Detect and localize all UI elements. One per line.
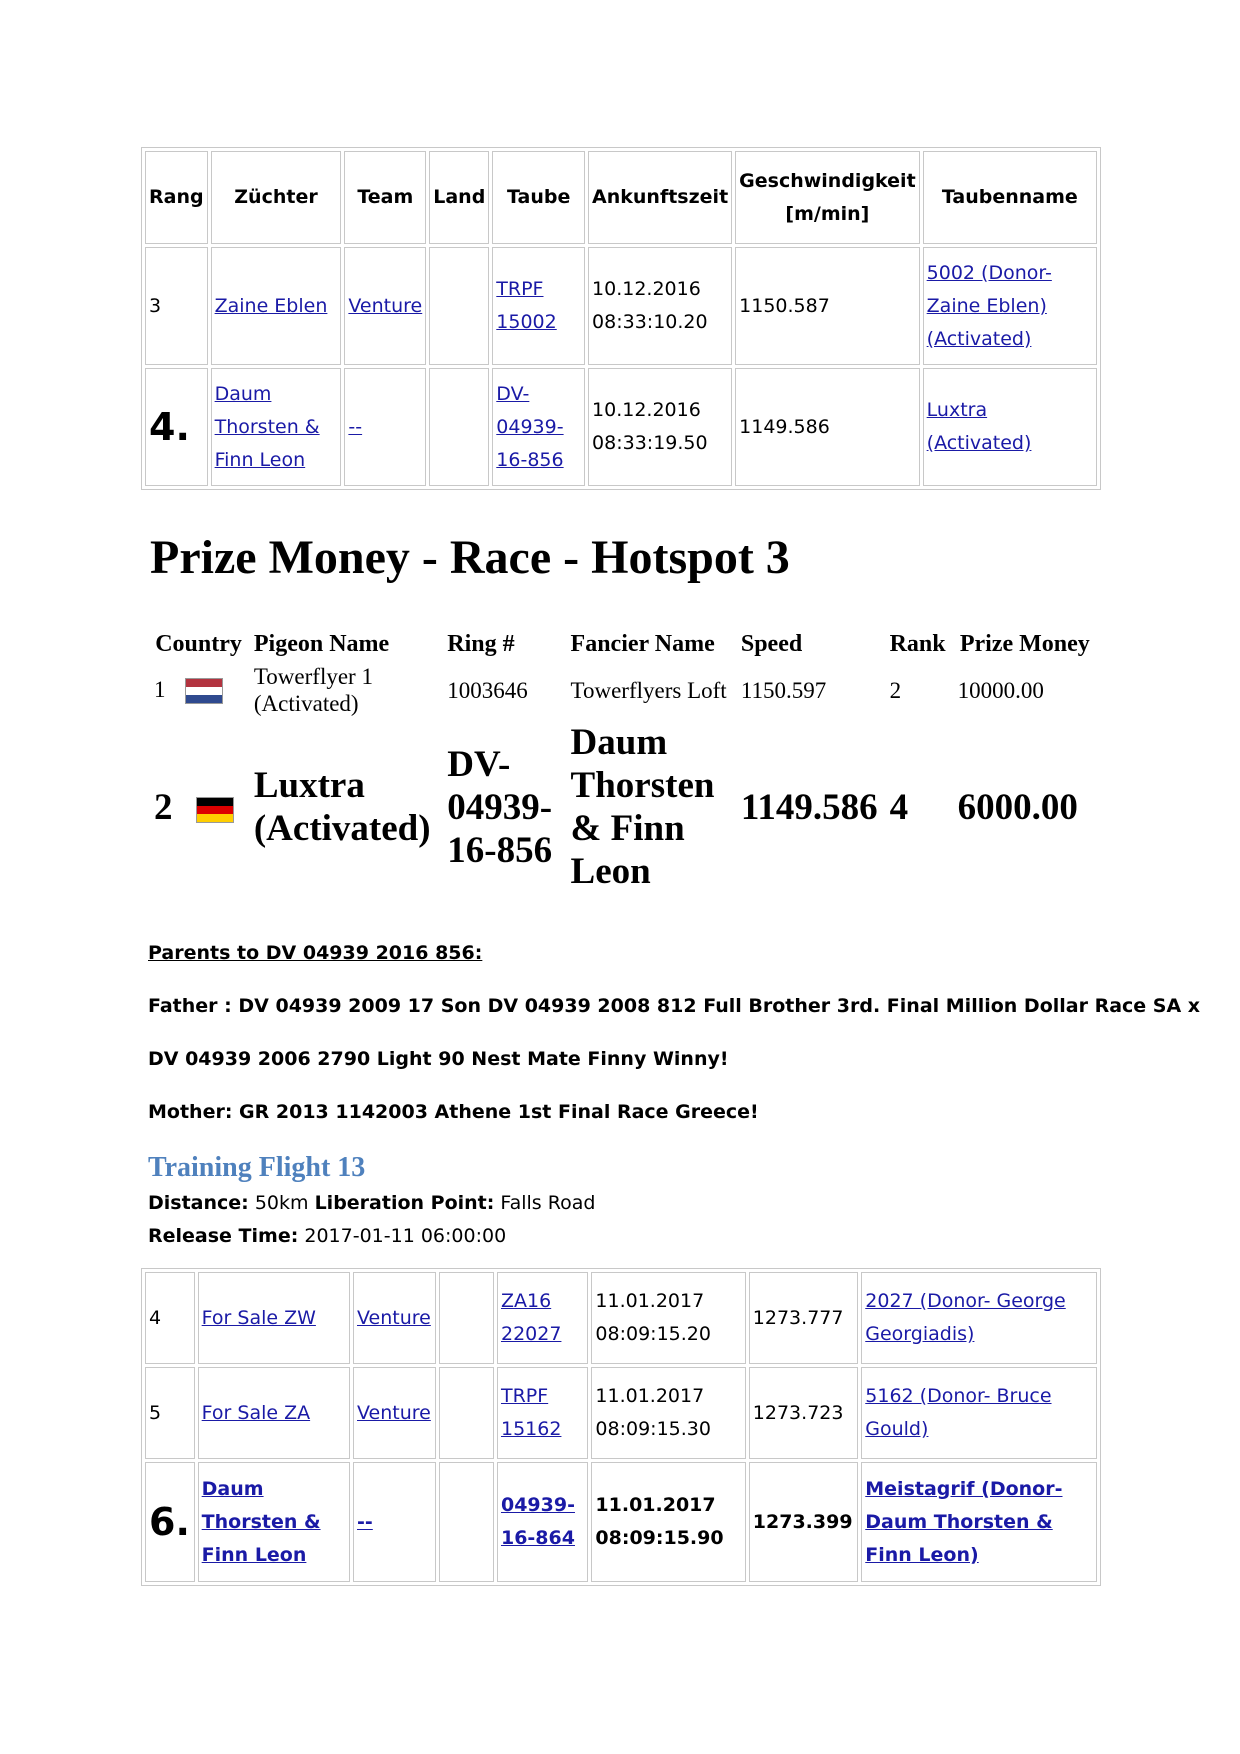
prize-header-row: [148, 628, 1098, 661]
header-country: Country: [155, 631, 242, 657]
pigeon-link[interactable]: TRPF 15162: [500, 1385, 562, 1440]
pigeon-link[interactable]: 04939-16-864: [500, 1494, 575, 1549]
header-pigeon-name: Pigeon Name: [253, 631, 390, 657]
arrival-cell: 11.01.2017 08:09:15.90: [591, 1462, 745, 1582]
page-title: Prize Money - Race - Hotspot 3: [150, 531, 790, 584]
header-rang: Rang: [145, 151, 208, 244]
arrival-cell: 11.01.2017 08:09:15.30: [591, 1367, 745, 1459]
header-speed: Speed: [740, 631, 803, 657]
pigeon-name-link[interactable]: 5162 (Donor- Bruce Gould): [865, 1385, 1052, 1440]
header-team: Team: [344, 151, 426, 244]
rank-cell: 4.: [145, 368, 208, 486]
speed: 1150.597: [740, 677, 827, 703]
header-fancier-name: Fancier Name: [570, 631, 715, 657]
land-cell: [439, 1367, 494, 1459]
header-prize-money: Prize Money: [959, 631, 1090, 657]
prize-money-table: [148, 628, 1098, 895]
speed-cell: 1149.586: [735, 368, 920, 486]
rank-cell: 3: [145, 247, 208, 365]
header-taube: Taube: [492, 151, 585, 244]
team-link[interactable]: Venture: [357, 1401, 431, 1424]
pigeon-link[interactable]: ZA16 22027: [500, 1290, 562, 1345]
pigeon-name-link[interactable]: Luxtra (Activated): [926, 399, 1032, 454]
speed-cell: 1150.587: [735, 247, 920, 365]
header-geschwindigkeit: Geschwindigkeit [m/min]: [735, 151, 920, 244]
team-link[interactable]: Venture: [348, 294, 423, 317]
rank: 2: [889, 677, 902, 703]
header-ankunftszeit: Ankunftszeit: [588, 151, 732, 244]
mother-line: Mother: GR 2013 1142003 Athene 1st Final Race Greece!: [148, 1101, 759, 1123]
arrival-cell: 10.12.2016 08:33:19.50: [588, 368, 732, 486]
rank-cell: 4: [145, 1272, 195, 1364]
ring-number: 1003646: [447, 677, 528, 703]
parents-heading: Parents to DV 04939 2016 856:: [148, 942, 483, 964]
land-cell: [429, 247, 489, 365]
distance-value: 50km: [254, 1192, 309, 1214]
prize-money: 10000.00: [957, 677, 1044, 703]
breeder-link[interactable]: For Sale ZA: [201, 1401, 311, 1424]
liberation-value: Falls Road: [500, 1192, 596, 1214]
team-link[interactable]: --: [357, 1510, 373, 1533]
table-row: [145, 1272, 1097, 1364]
results-table-2: [141, 1268, 1101, 1586]
breeder-link[interactable]: For Sale ZW: [201, 1306, 316, 1329]
breeder-link[interactable]: Daum Thorsten & Finn Leon: [214, 382, 320, 471]
rank-cell: 6.: [145, 1462, 195, 1582]
release-label: Release Time:: [148, 1225, 299, 1247]
breeder-link[interactable]: Zaine Eblen: [214, 294, 328, 317]
position: 2: [154, 786, 173, 828]
distance-line: [148, 1192, 595, 1214]
training-flight-title: Training Flight 13: [148, 1152, 366, 1183]
speed-cell: 1273.399: [749, 1462, 858, 1582]
speed-cell: 1273.723: [749, 1367, 858, 1459]
breeder-link[interactable]: Daum Thorsten & Finn Leon: [201, 1477, 321, 1566]
pigeon-name: Towerflyer 1 (Activated): [253, 664, 373, 716]
pigeon-name-link[interactable]: Meistagrif (Donor- Daum Thorsten & Finn Leon): [865, 1477, 1063, 1566]
table-row: [145, 247, 1097, 365]
land-cell: [439, 1272, 494, 1364]
header-rank: Rank: [889, 631, 946, 657]
germany-flag-icon: [196, 797, 234, 823]
position: 1: [154, 676, 166, 702]
header-taubenname: Taubenname: [923, 151, 1097, 244]
header-zuechter: Züchter: [211, 151, 342, 244]
land-cell: [429, 368, 489, 486]
pigeon-link[interactable]: TRPF 15002: [496, 278, 557, 333]
table-row: [145, 368, 1097, 486]
pigeon-name: Luxtra (Activated): [253, 765, 431, 849]
pigeon-link[interactable]: DV-04939-16-856: [496, 382, 564, 471]
prize-row: [148, 661, 1098, 719]
land-cell: [439, 1462, 494, 1582]
arrival-cell: 11.01.2017 08:09:15.20: [591, 1272, 745, 1364]
distance-label: Distance:: [148, 1192, 249, 1214]
team-link[interactable]: --: [348, 415, 363, 438]
fancier-name: Towerflyers Loft: [570, 677, 727, 703]
header-ring: Ring #: [447, 631, 515, 657]
rank: 4: [889, 786, 909, 828]
ring-number: DV-04939-16-856: [447, 743, 553, 871]
header-land: Land: [429, 151, 489, 244]
results-table-1: [141, 147, 1101, 490]
prize-money: 6000.00: [957, 786, 1078, 828]
table-row: [145, 1462, 1097, 1582]
netherlands-flag-icon: [185, 678, 223, 704]
release-line: [148, 1225, 506, 1247]
arrival-cell: 10.12.2016 08:33:10.20: [588, 247, 732, 365]
rank-cell: 5: [145, 1367, 195, 1459]
prize-row: [148, 719, 1098, 895]
fancier-name: Daum Thorsten & Finn Leon: [570, 722, 715, 892]
speed: 1149.586: [740, 786, 878, 828]
speed-cell: 1273.777: [749, 1272, 858, 1364]
release-value: 2017-01-11 06:00:00: [304, 1225, 507, 1247]
father-line-1: Father : DV 04939 2009 17 Son DV 04939 2008 812 Full Brother 3rd. Final Million Dollar Race SA x: [148, 995, 1201, 1017]
liberation-label: Liberation Point:: [314, 1192, 495, 1214]
pigeon-name-link[interactable]: 5002 (Donor- Zaine Eblen) (Activated): [926, 261, 1052, 350]
table-header-row: [145, 151, 1097, 244]
table-row: [145, 1367, 1097, 1459]
father-line-2: DV 04939 2006 2790 Light 90 Nest Mate Finny Winny!: [148, 1048, 729, 1070]
team-link[interactable]: Venture: [357, 1306, 431, 1329]
pigeon-name-link[interactable]: 2027 (Donor- George Georgiadis): [865, 1290, 1066, 1345]
